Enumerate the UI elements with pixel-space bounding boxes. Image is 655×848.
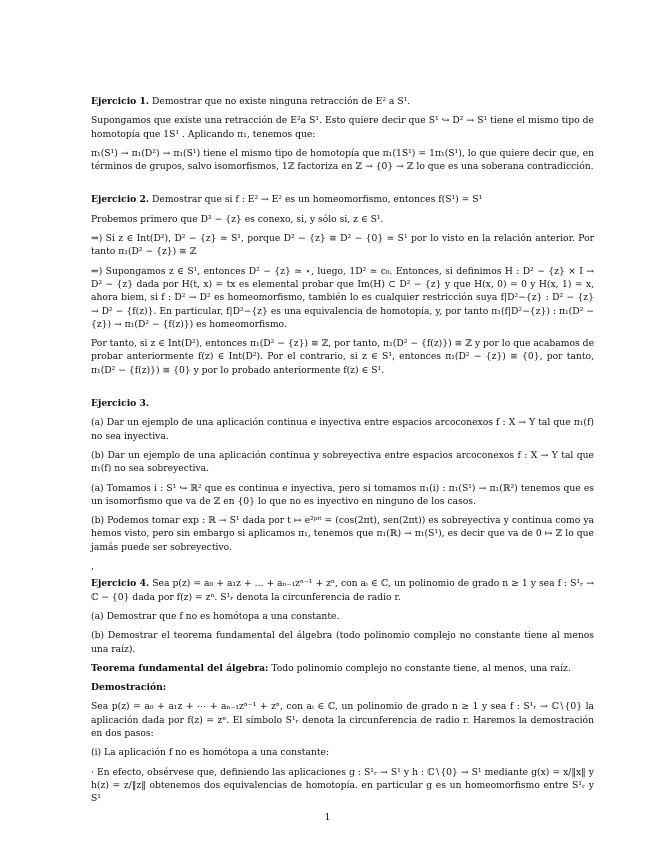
ej4-title: Ejercicio 4. (91, 578, 150, 590)
theorem-statement: Teorema fundamental del álgebra: Todo polinomio complejo no constante tiene, al menos, una raíz. (91, 662, 571, 674)
ej2-paragraph: Por tanto, si z ∈ Int(D²), entonces π₁(D² − {z}) ≅ ℤ, por tanto, π₁(D² − {f(z)}) ≅ ℤ y por lo que acabamos de probar anteriormente f(z) ∈ Int(D²). Por el contrario, si z ∈ S¹, entonces π₁(D² − {z}) ≅ {0}, por tanto, π₁(D² − {f(z)}) ≅ {0} y por lo probado anteriormente f(z) ∈ S¹. (91, 338, 594, 376)
ej4-part-a: (a) Demostrar que f no es homótopa a una constante. (91, 610, 340, 622)
document-page (91, 95, 594, 805)
ej1-paragraph: π₁(S¹) → π₁(D²) → π₁(S¹) tiene el mismo tipo de homotopía que π₁(1S¹) = 1π₁(S¹), lo que quiere decir que, en términos de grupos, salvo isomorfismos, 1ℤ factoriza en ℤ → {0} → ℤ lo que es una soberana contradicción. (91, 147, 594, 173)
proof-paragraph: · En efecto, obsérvese que, definiendo las aplicaciones g : S¹ᵣ → S¹ y h : ℂ∖{0} → S¹ mediante g(x) = x/‖x‖ y h(z) = z/‖z‖ obtenemos dos equivalencias de homotopía. en particular g es un homeomorfismo entre S¹ᵣ y S¹ (91, 766, 594, 805)
ej1-title: Ejercicio 1. (91, 96, 150, 107)
stray-comma: , (91, 561, 94, 573)
ej2-paragraph: ⇒) Si z ∈ Int(D²), D² − {z} ≃ S¹, porque D² − {z} ≅ D² − {0} ≃ S¹ por lo visto en la relación anterior. Por tanto π₁(D² − {z}) ≅ ℤ (91, 233, 594, 258)
ej1-statement: Ejercicio 1. Demostrar que no existe ninguna retracción de E² a S¹. (91, 96, 411, 107)
ej1-paragraph: Supongamos que existe una retracción de E²a S¹. Esto quiere decir que S¹ ↪ D² → S¹ tiene el mismo tipo de homotopía que 1S¹ . Aplicando π₁, tenemos que: (91, 115, 594, 140)
ej2-paragraph: Probemos primero que D² − {z} es conexo, si, y sólo si, z ∈ S¹. (91, 213, 384, 225)
proof-step: (i) La aplicación f no es homótopa a una constante: (91, 747, 330, 759)
ej3-solution-a: (a) Tomamos i : S¹ ↪ ℝ² que es continua e inyectiva, pero si tomamos π₁(i) : π₁(S¹) → π₁(ℝ²) tenemos que es un isomorfismo que va de ℤ en {0} lo que no es inyectivo en ninguno de los casos. (91, 482, 594, 507)
ej4-part-b: (b) Demostrar el teorema fundamental del álgebra (todo polinomio complejo no constante tiene al menos una raíz). (91, 630, 594, 655)
proof-heading: Demostración: (91, 682, 167, 694)
ej3-part-b: (b) Dar un ejemplo de una aplicación continua y sobreyectiva entre espacios arcoconexos f : X → Y tal que π₁(f) no sea sobreyectiva. (91, 449, 594, 475)
ej2-title: Ejercicio 2. (91, 194, 150, 206)
ej4-statement: Ejercicio 4. Sea p(z) = a₀ + a₁z + ... + aₙ₋₁zⁿ⁻¹ + zⁿ, con aᵢ ∈ ℂ, un polinomio de grado n ≥ 1 y sea f : S¹ᵣ → ℂ − {0} dada por f(z) = zⁿ. S¹ᵣ denota la circunferencia de radio r. (91, 578, 594, 603)
ej3-solution-b: (b) Podemos tomar exp : ℝ → S¹ dada por t ↦ e²ᵖⁱᵗ = (cos(2πt), sen(2πt)) es sobreyectiva y continua como ya hemos visto, pero sin embargo si aplicamos π₁, tenemos que π₁(ℝ) → π₁(S¹), es decir que va de 0 ↦ ℤ lo que jamás puede ser sobreyectivo. (91, 515, 594, 553)
ej2-statement: Ejercicio 2. Demostrar que si f : E² → E² es un homeomorfismo, entonces f(S¹) = S¹ (91, 194, 483, 206)
proof-paragraph: Sea p(z) = a₀ + a₁z + ⋯ + aₙ₋₁zⁿ⁻¹ + zⁿ, con aᵢ ∈ ℂ, un polinomio de grado n ≥ 1 y sea f : S¹ᵣ → ℂ∖{0} la aplicación dada por f(z) = zⁿ. El símbolo S¹ᵣ denota la circunferencia de radio r. Haremos la demostración en dos pasos: (91, 701, 594, 739)
theorem-title: Teorema fundamental del álgebra: (91, 662, 269, 674)
ej2-paragraph: ⇐) Supongamos z ∈ S¹, entonces D² − {z} ≃ ⋆, luego, 1D² ≃ c₀. Entonces, si definimos H : D² − {z} × I → D² − {z} dada por H(t, x) = tx es elemental probar que Im(H) ⊂ D² − {z} y que H(x, 0) = 0 y H(x, 1) = x, ahora biem, si f : D² → D² es homeomorfismo, también lo es cualquier restricción suya f|D²−{z} : D² − {z} → D² − {f(z)}. En particular, f|D²−{z} es una equivalencia de homotopía, y, por tanto π₁(f|D²−{z}) : π₁(D² − {z}) → π₁(D² − {f(z)}) es homeomorfismo. (91, 265, 594, 330)
ej3-title: Ejercicio 3. (91, 398, 150, 410)
ej3-part-a: (a) Dar un ejemplo de una aplicación continua e inyectiva entre espacios arcoconexos f : X → Y tal que π₁(f) no sea inyectiva. (91, 417, 594, 442)
ej3-heading (91, 397, 594, 410)
page-number: 1 (324, 812, 331, 823)
